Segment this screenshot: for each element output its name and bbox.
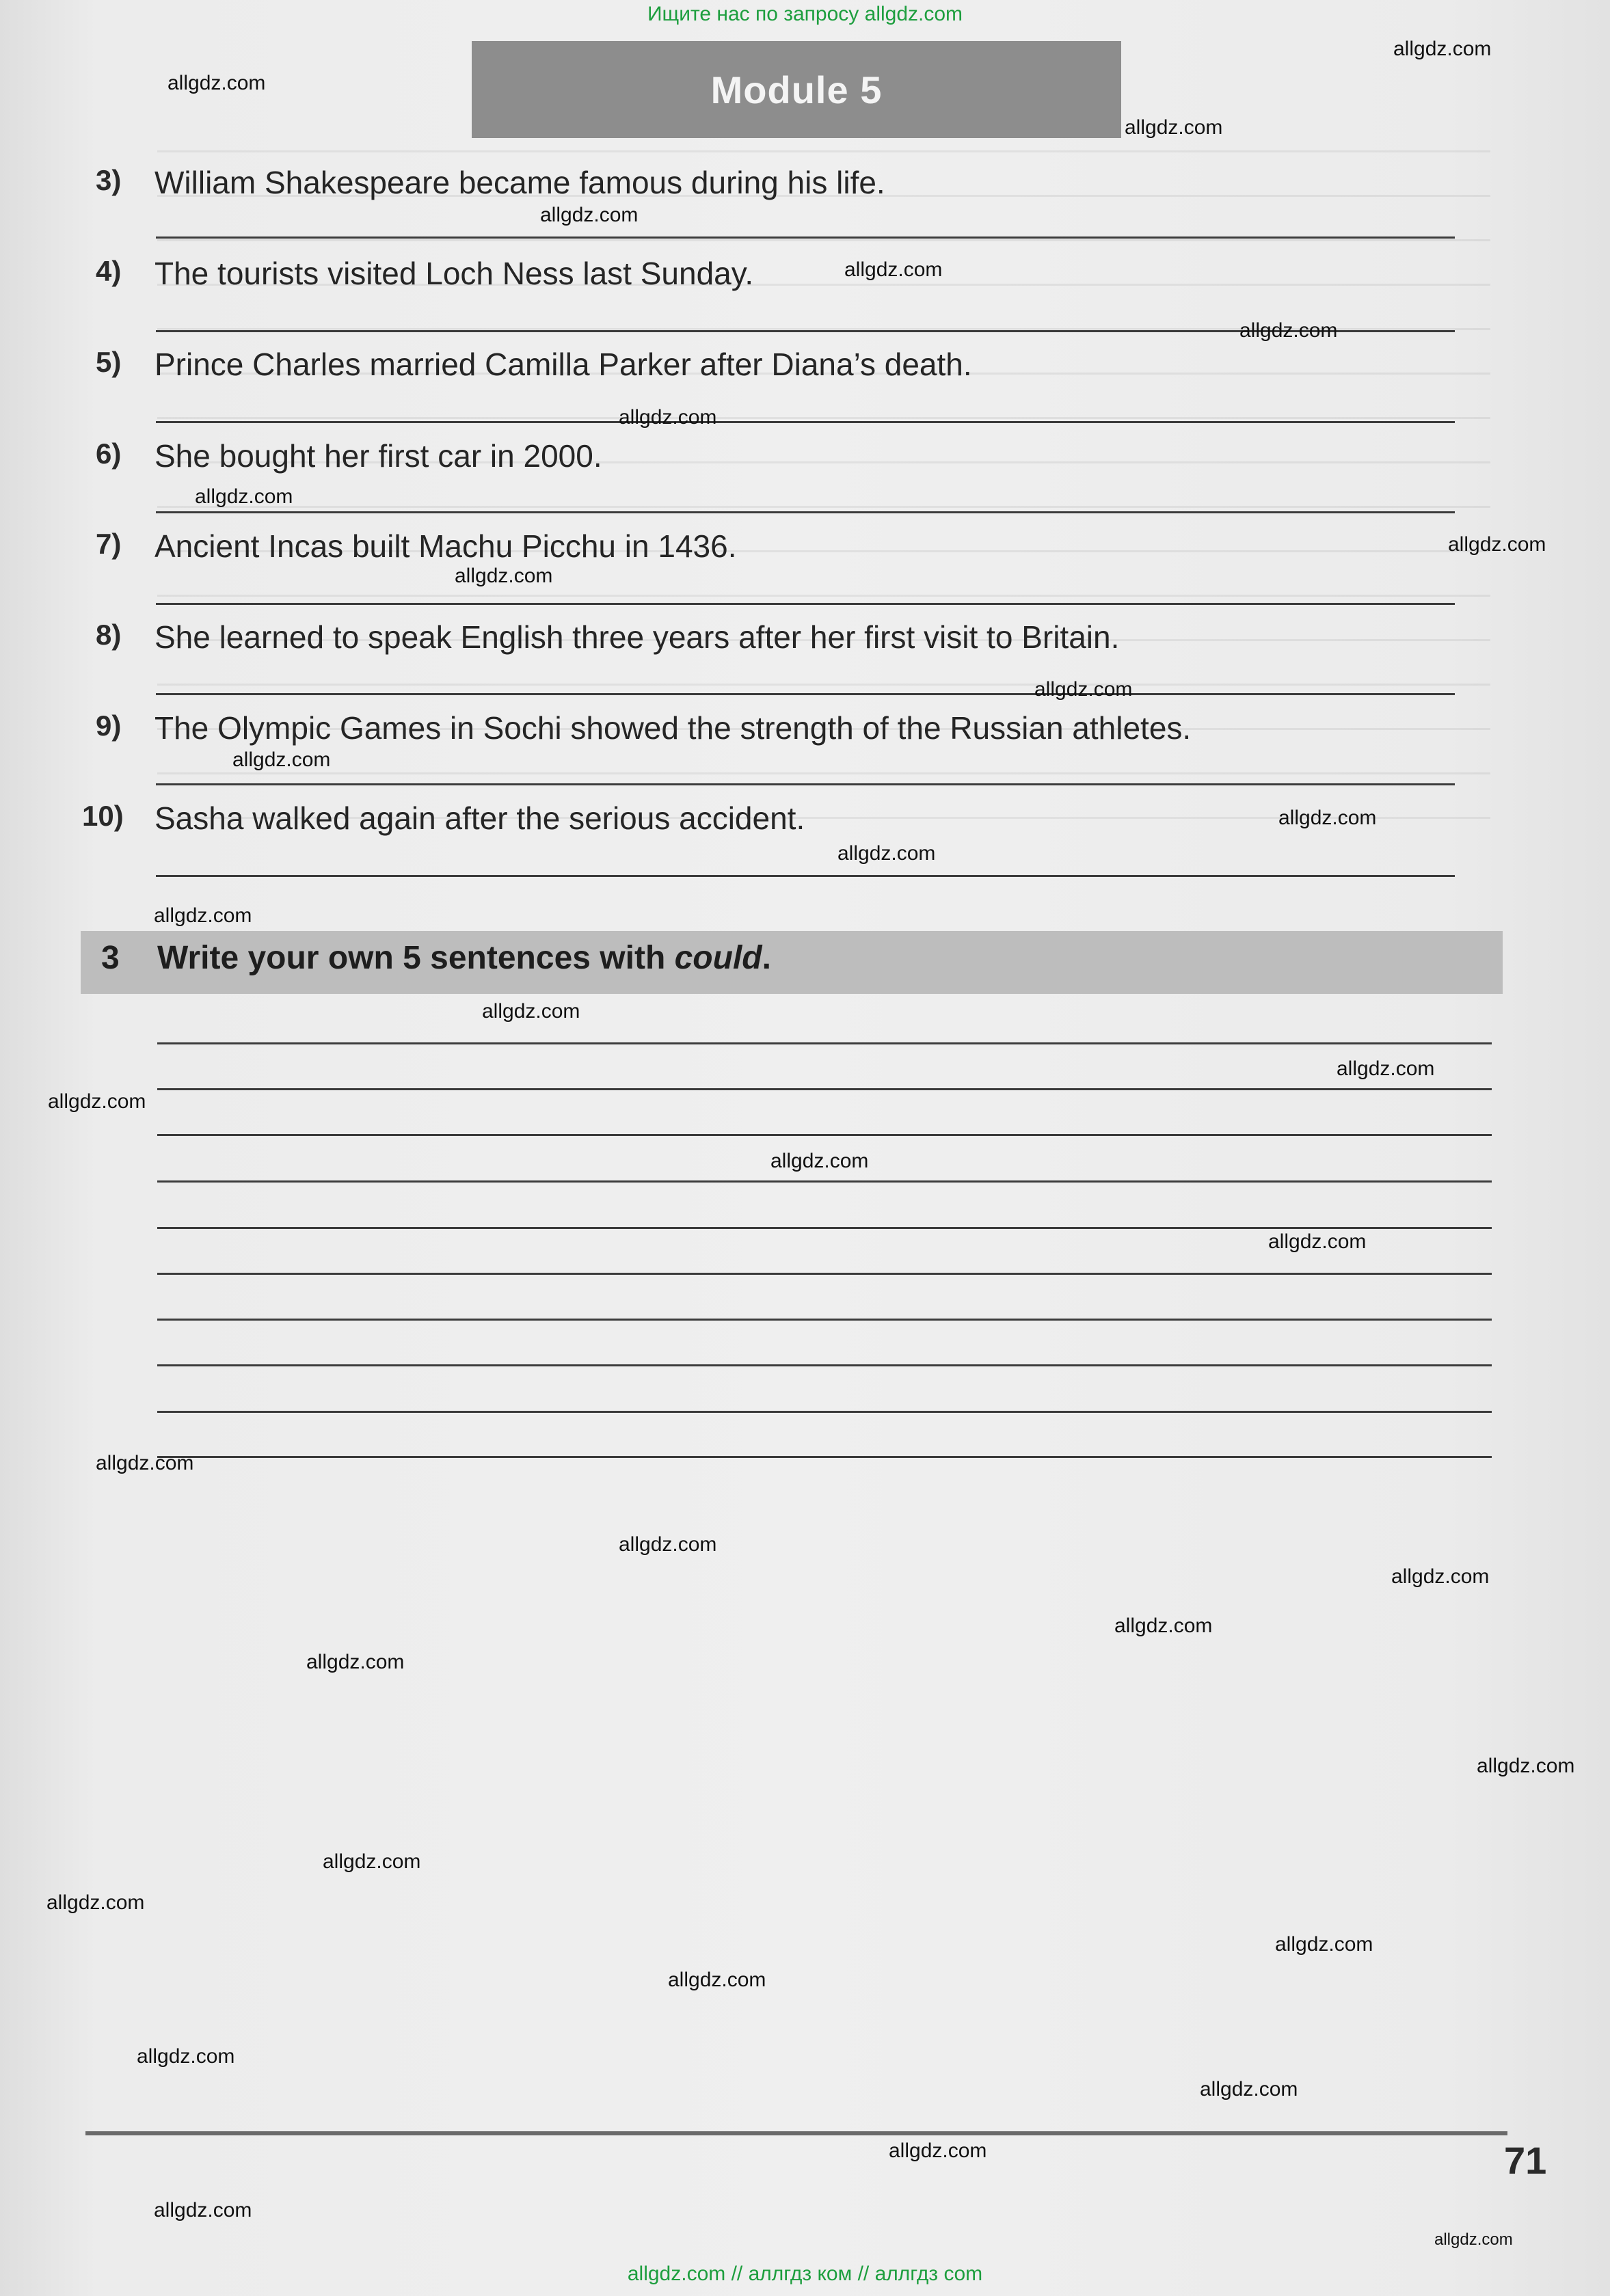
watermark: allgdz.com [1278,807,1377,829]
bleed-through-texture [157,150,1490,1996]
page-number: 71 [1504,2139,1547,2182]
watermark: allgdz.com [1034,678,1133,701]
watermark: allgdz.com [1239,319,1338,342]
watermark: allgdz.com [96,1452,194,1474]
watermark: allgdz.com [482,1000,580,1023]
writing-line[interactable] [157,1411,1492,1413]
watermark: allgdz.com [770,1150,869,1172]
watermark: allgdz.com [1268,1230,1367,1253]
writing-line[interactable] [157,1042,1492,1044]
watermark: allgdz.com [619,406,717,429]
watermark: allgdz.com [323,1850,421,1873]
item-sentence: Prince Charles married Camilla Parker after Diana’s death. [155,347,972,382]
watermark: allgdz.com [455,565,553,587]
item-number: 8) [96,619,122,651]
item-sentence: Ancient Incas built Machu Picchu in 1436. [155,528,737,564]
answer-line[interactable] [156,783,1455,785]
watermark: allgdz.com [1337,1057,1435,1080]
top-banner[interactable]: Ищите нас по запросу allgdz.com [647,3,963,25]
answer-line[interactable] [156,511,1455,513]
item-number: 7) [96,528,122,560]
answer-line[interactable] [156,421,1455,423]
watermark: allgdz.com [1200,2078,1298,2101]
answer-line[interactable] [156,603,1455,605]
watermark: allgdz.com [540,204,639,226]
watermark: allgdz.com [167,72,266,94]
watermark: allgdz.com [1125,116,1223,139]
watermark: allgdz.com [48,1090,146,1113]
answer-line[interactable] [156,875,1455,877]
writing-line[interactable] [157,1456,1492,1458]
item-number: 4) [96,255,122,287]
bottom-banner[interactable]: allgdz.com // аллгдз ком // аллгдз com [627,2263,983,2285]
module-title: Module 5 [472,41,1121,138]
answer-line[interactable] [156,237,1455,239]
item-sentence: The Olympic Games in Sochi showed the strength of the Russian athletes. [155,710,1192,746]
answer-line[interactable] [156,693,1455,695]
watermark: allgdz.com [232,748,331,771]
writing-line[interactable] [157,1227,1492,1229]
item-number: 5) [96,346,122,378]
item-sentence: The tourists visited Loch Ness last Sunday. [155,256,754,291]
watermark: allgdz.com [844,258,943,281]
item-number: 6) [96,437,122,470]
watermark: allgdz.com [668,1969,766,1991]
writing-line[interactable] [157,1319,1492,1321]
writing-line[interactable] [157,1088,1492,1090]
task-number: 3 [101,940,120,976]
watermark: allgdz.com [837,842,936,865]
item-sentence: She bought her first car in 2000. [155,438,602,474]
watermark: allgdz.com [1391,1565,1490,1588]
writing-line[interactable] [157,1364,1492,1366]
watermark: allgdz.com [1275,1933,1373,1956]
item-sentence: She learned to speak English three years after her first visit to Britain. [155,619,1120,655]
task-instruction: Write your own 5 sentences with could. [157,940,771,976]
footer-rule [85,2131,1507,2135]
watermark: allgdz.com [1448,533,1546,556]
watermark: allgdz.com [154,904,252,927]
watermark: allgdz.com [1434,2230,1513,2249]
watermark: allgdz.com [195,485,293,508]
writing-line[interactable] [157,1180,1492,1183]
item-sentence: William Shakespeare became famous during his life. [155,165,885,200]
writing-line[interactable] [157,1134,1492,1136]
watermark: allgdz.com [1477,1755,1575,1777]
item-number: 3) [96,164,122,196]
watermark: allgdz.com [889,2139,987,2162]
watermark: allgdz.com [154,2199,252,2221]
watermark: allgdz.com [1114,1615,1213,1637]
watermark: allgdz.com [619,1533,717,1556]
writing-line[interactable] [157,1273,1492,1275]
watermark: allgdz.com [1393,38,1492,60]
watermark: allgdz.com [306,1651,405,1673]
item-number: 9) [96,710,122,742]
item-number: 10) [82,800,124,832]
item-sentence: Sasha walked again after the serious accident. [155,800,805,836]
watermark: allgdz.com [46,1891,145,1914]
watermark: allgdz.com [137,2045,235,2068]
